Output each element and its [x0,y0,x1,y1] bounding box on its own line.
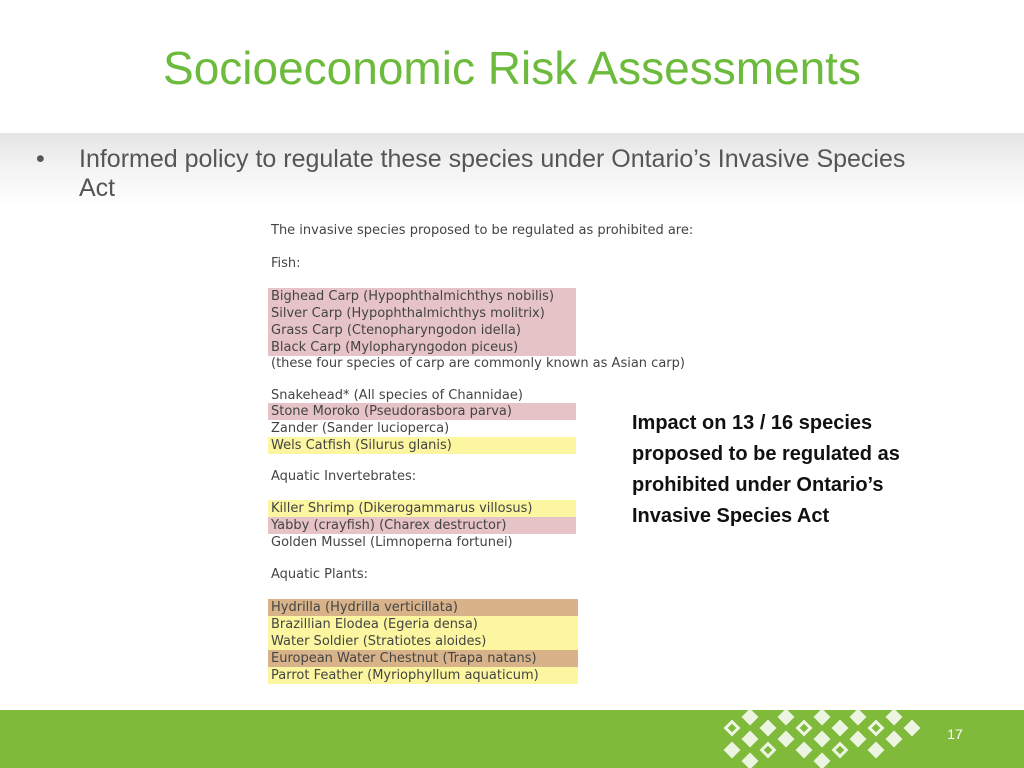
species-line: Wels Catfish (Silurus glanis) [268,437,576,454]
impact-callout: Impact on 13 / 16 species proposed to be regulated as prohibited under Ontario’s Invasive Species Act [632,412,900,527]
species-line: European Water Chestnut (Trapa natans) [268,650,578,667]
species-line: Zander (Sander lucioperca) [271,421,450,436]
species-line: Stone Moroko (Pseudorasbora parva) [268,403,576,420]
bullet-marker: • [36,145,45,173]
species-line: Killer Shrimp (Dikerogammarus villosus) [268,500,576,517]
species-line: Snakehead* (All species of Channidae) [271,388,523,403]
species-line: Hydrilla (Hydrilla verticillata) [268,599,578,616]
asian-carp-note: (these four species of carp are commonly known as Asian carp) [271,356,685,371]
species-line: Black Carp (Mylopharyngodon piceus) [268,339,576,356]
species-line: Parrot Feather (Myriophyllum aquaticum) [268,667,578,684]
species-line: Yabby (crayfish) (Charex destructor) [268,517,576,534]
species-line: Grass Carp (Ctenopharyngodon idella) [268,322,576,339]
diamond-pattern-decoration [712,710,928,768]
bullet-text: Informed policy to regulate these species under Ontario’s Invasive Species Act [79,145,906,202]
page-number: 17 [947,726,963,742]
species-line: Silver Carp (Hypophthalmichthys molitrix) [268,305,576,322]
species-line: Brazillian Elodea (Egeria densa) [268,616,578,633]
species-line: Bighead Carp (Hypophthalmichthys nobilis) [268,288,576,305]
document-intro: The invasive species proposed to be regulated as prohibited are: [271,223,694,238]
fish-heading: Fish: [271,256,301,271]
slide-title: Socioeconomic Risk Assessments [163,42,861,94]
species-line: Golden Mussel (Limnoperna fortunei) [271,535,513,550]
species-line: Water Soldier (Stratiotes aloides) [268,633,578,650]
plants-heading: Aquatic Plants: [271,567,369,582]
footer-bar [0,710,1024,768]
invertebrates-heading: Aquatic Invertebrates: [271,469,417,484]
